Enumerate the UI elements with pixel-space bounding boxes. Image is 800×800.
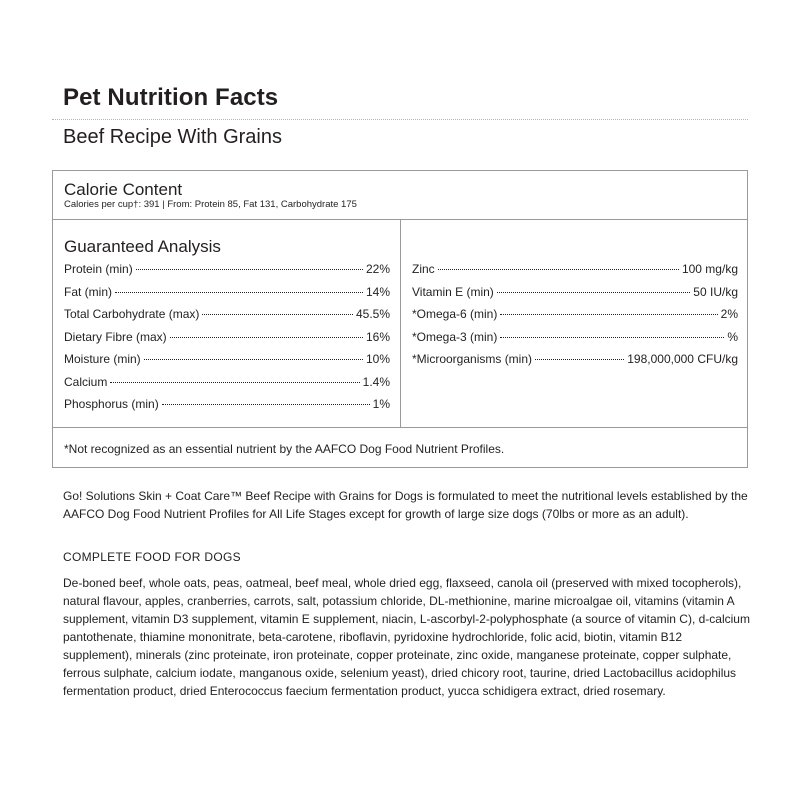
analysis-row (64, 307, 390, 330)
analysis-row (64, 330, 390, 353)
calorie-content-detail: Calories per cup†: 391 | From: Protein 85, Fat 131, Carbohydrate 175 (64, 199, 357, 210)
page-title: Pet Nutrition Facts (63, 84, 279, 111)
dot-leader (162, 404, 370, 405)
ingredients-list: De-boned beef, whole oats, peas, oatmeal, beef meal, whole dried egg, flaxseed, canola oil (preserved with mixed tocopherols), natural flavour, apples, cranberries, carrots, salt, potassium chloride, DL-methionine, marine microalgae oil, vitamins (vitamin A supplement, vitamin D3 supplement, vitamin E supplement, niacin, L-ascorbyl-2-polyphosphate (a source of vitamin C), d-calcium pantothenate, thiamine mononitrate, beta-carotene, riboflavin, pyridoxine hydrochloride, folic acid, biotin, vitamin B12 supplement), minerals (zinc proteinate, iron proteinate, copper proteinate, zinc oxide, manganese proteinate, copper sulphate, ferrous sulphate, calcium iodate, manganous oxide, selenium yeast), dried chicory root, taurine, dried Lactobacillus acidophilus fermentation product, dried Enterococcus faecium fermentation product, yucca schidigera extract, dried rosemary. (63, 576, 750, 698)
nutrient-value: 1% (372, 397, 390, 411)
nutrient-value: 50 IU/kg (693, 284, 738, 299)
analysis-row (64, 262, 390, 285)
nutrient-label: *Microorganisms (min) (412, 352, 533, 366)
nutrient-label: Dietary Fibre (max) (64, 329, 167, 344)
column-divider (400, 220, 401, 427)
analysis-row (412, 285, 738, 308)
nutrient-value: 22% (365, 262, 390, 276)
recipe-subtitle: Beef Recipe With Grains (63, 126, 282, 148)
nutrient-label: Phosphorus (min) (64, 397, 159, 411)
analysis-row (64, 375, 390, 398)
title-divider (52, 119, 748, 120)
nutrition-facts-panel (52, 170, 748, 468)
guaranteed-analysis-section (53, 220, 747, 428)
guaranteed-analysis-heading: Guaranteed Analysis (64, 237, 221, 256)
food-type-label: COMPLETE FOOD FOR DOGS (63, 550, 241, 564)
dot-leader (110, 382, 359, 383)
analysis-left-column (64, 262, 390, 420)
calorie-content-heading: Calorie Content (64, 180, 183, 199)
nutrient-label: Protein (min) (64, 262, 133, 276)
nutrient-label: Calcium (64, 374, 108, 389)
aafco-statement: Go! Solutions Skin + Coat Care™ Beef Recipe with Grains for Dogs is formulated to meet the nutritional levels established by the AAFCO Dog Food Nutrient Profiles for All Life Stages except for growth of large size dogs (70lbs or more as an adult). (63, 489, 748, 521)
nutrient-value: 100 mg/kg (681, 262, 738, 276)
dot-leader (115, 292, 363, 293)
analysis-row (412, 307, 738, 330)
analysis-row (412, 262, 738, 285)
nutrient-value: 198,000,000 CFU/kg (627, 352, 738, 366)
nutrient-value: 14% (365, 284, 390, 299)
analysis-row (64, 397, 390, 420)
dot-leader (170, 337, 363, 338)
analysis-row (64, 285, 390, 308)
analysis-row (64, 352, 390, 375)
nutrient-label: Vitamin E (min) (412, 284, 494, 299)
nutrient-label: Fat (min) (64, 284, 112, 299)
nutrient-value: 16% (365, 329, 390, 344)
nutrient-label: *Omega-3 (min) (412, 329, 498, 344)
dot-leader (438, 269, 679, 270)
nutrient-value: 2% (720, 307, 738, 321)
nutrient-label: Total Carbohydrate (max) (64, 307, 200, 321)
dot-leader (136, 269, 363, 270)
analysis-right-column (412, 262, 738, 375)
nutrient-value: 10% (365, 352, 390, 366)
dot-leader (535, 359, 624, 360)
dot-leader (500, 314, 717, 315)
nutrient-label: *Omega-6 (min) (412, 307, 498, 321)
analysis-row (412, 330, 738, 353)
dot-leader (202, 314, 353, 315)
nutrient-value: % (727, 329, 738, 344)
nutrient-value: 45.5% (355, 307, 390, 321)
nutrient-label: Moisture (min) (64, 352, 141, 366)
aafco-footnote: *Not recognized as an essential nutrient by the AAFCO Dog Food Nutrient Profiles. (64, 442, 505, 456)
nutrient-label: Zinc (412, 262, 435, 276)
analysis-row (412, 352, 738, 375)
dot-leader (500, 337, 724, 338)
calorie-content-section (53, 171, 747, 220)
dot-leader (497, 292, 691, 293)
dot-leader (144, 359, 363, 360)
nutrient-value: 1.4% (362, 374, 390, 389)
